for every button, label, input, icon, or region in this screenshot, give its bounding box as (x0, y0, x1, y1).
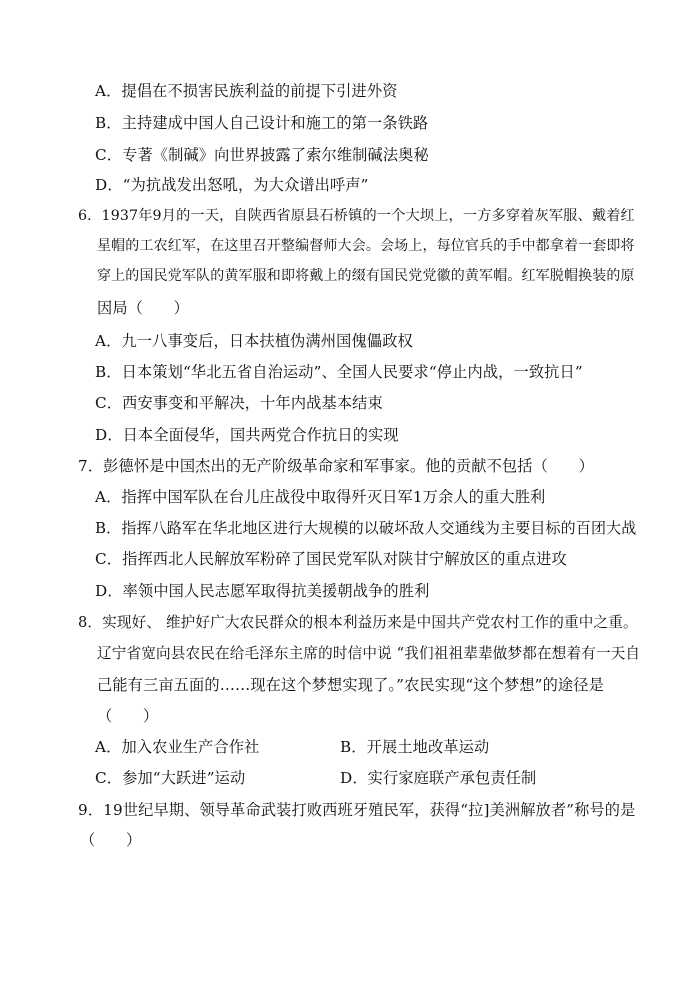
q5-option-c: C．专著《制碱》向世界披露了索尔维制碱法奥秘 (95, 146, 429, 164)
q8-stem-line-3: 己能有三亩五面的……现在这个梦想实现了。”农民实现“这个梦想”的途径是 (97, 676, 604, 694)
q7-option-c: C．指挥西北人民解放军粉碎了国民党军队对陕甘宁解放区的重点进攻 (95, 550, 567, 568)
q8-stem-line-2: 辽宁省宽向县农民在给毛泽东主席的时信中说 “我们祖祖辈辈做梦都在想着有一天自 (97, 645, 641, 662)
q6-option-a: A．九一八事变后，日本扶植伪满州国傀儡政权 (95, 332, 413, 350)
q5-option-a: A．提倡在不损害民族利益的前提下引进外资 (95, 82, 398, 100)
q8-stem-line-1: 8．实现好、 维护好广大农民群众的根本利益历来是中国共产党农村工作的重中之重。 (78, 614, 638, 631)
q9-stem-line-1: 9．19世纪早期、领导革命武装打败西班牙殖民军，获得“拉]美洲解放者”称号的是 (78, 801, 636, 819)
q5-option-d: D．“为抗战发出怒吼，为大众谱出呼声” (95, 176, 369, 194)
q6-option-d: D．日本全面侵华，国共两党合作抗日的实现 (95, 426, 399, 444)
q6-stem-line-2: 星帽的工农红军，在这里召开整编督师大会。会场上，每位官兵的手中都拿着一套即将 (97, 238, 635, 254)
q6-option-c: C．西安事变和平解决，十年内战基本结束 (95, 394, 383, 412)
q6-option-b: B．日本策划“华北五省自治运动”、全国人民要求“停止内战，一致抗日” (95, 363, 583, 381)
q8-stem-line-4: （ ） (97, 707, 159, 725)
q6-stem-line-3: 穿上的国民党军队的黄军服和即将戴上的缀有国民党党徽的黄军帽。红军脱帽换装的原 (97, 268, 635, 284)
q8-option-c: C．参加“大跃进”运动 (95, 769, 246, 787)
q6-stem-line-4: 因局（ ） (97, 299, 190, 317)
q8-option-a: A．加入农业生产合作社 (95, 738, 260, 756)
q8-option-d: D．实行家庭联产承包责任制 (340, 769, 537, 787)
q7-option-a: A．指挥中国军队在台儿庄战役中取得歼灭日军1万余人的重大胜利 (95, 488, 546, 506)
q6-stem-line-1: 6．1937年9月的一天，自陕西省原县石桥镇的一个大坝上，一方多穿着灰军服、戴着红 (78, 208, 635, 224)
q8-option-b: B．开展土地改革运动 (340, 738, 490, 756)
q9-stem-line-2: （ ） (80, 831, 142, 849)
q5-option-b: B．主持建成中国人自己设计和施工的第一条铁路 (95, 114, 429, 132)
q7-option-d: D．率领中国人民志愿军取得抗美援朝战争的胜利 (95, 582, 430, 600)
q7-stem-line-1: 7．彭德怀是中国杰出的无产阶级革命家和军事家。他的贡献不包括（ ） (78, 457, 594, 475)
q7-option-b: B．指挥八路军在华北地区进行大规模的以破坏敌人交通线为主要目标的百团大战 (95, 519, 637, 537)
